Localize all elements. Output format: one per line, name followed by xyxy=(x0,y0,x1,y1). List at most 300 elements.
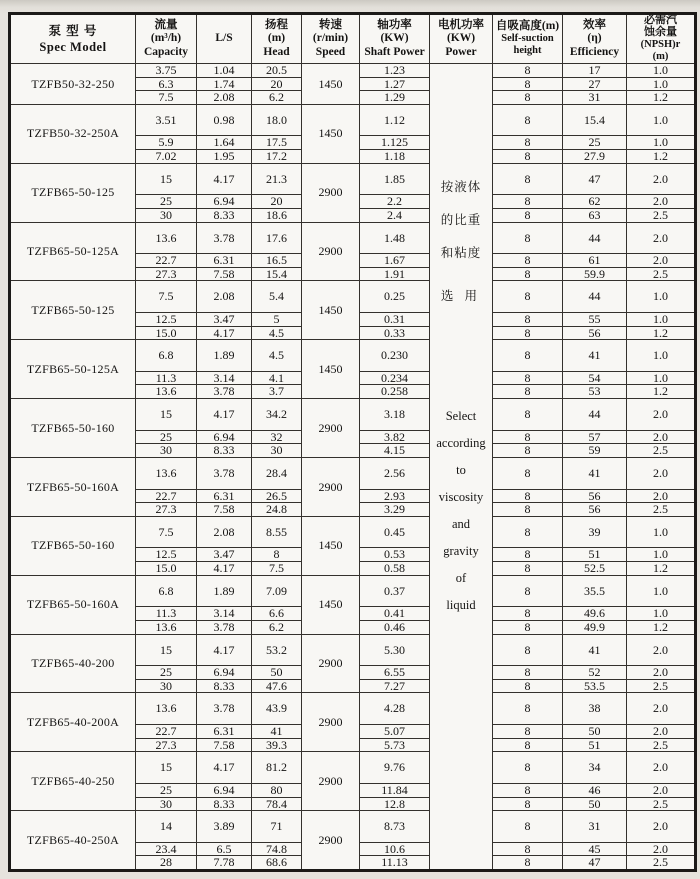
cell-suction-height: 8 xyxy=(493,457,563,489)
cell-shaft-power: 5.07 xyxy=(360,725,430,739)
cell-suction-height: 8 xyxy=(493,503,563,517)
cell-ls: 6.94 xyxy=(197,430,252,444)
cell-head: 5.4 xyxy=(252,281,302,313)
cell-shaft-power: 1.18 xyxy=(360,150,430,164)
header-cell-motor xyxy=(430,14,493,64)
cell-shaft-power: 4.28 xyxy=(360,693,430,725)
cell-model: TZFB65-50-125A xyxy=(10,340,136,399)
cell-suction-height: 8 xyxy=(493,77,563,91)
cell-npsh: 2.0 xyxy=(627,666,696,680)
cell-capacity: 25 xyxy=(136,666,197,680)
cell-ls: 8.33 xyxy=(197,679,252,693)
cell-capacity: 5.9 xyxy=(136,136,197,150)
cell-head: 16.5 xyxy=(252,254,302,268)
cell-ls: 6.94 xyxy=(197,783,252,797)
cell-efficiency: 44 xyxy=(563,222,627,254)
cell-efficiency: 38 xyxy=(563,693,627,725)
header-line: (KW) xyxy=(380,32,409,45)
cell-ls: 2.08 xyxy=(197,91,252,105)
cell-npsh: 2.0 xyxy=(627,399,696,431)
cell-capacity: 13.6 xyxy=(136,222,197,254)
cell-shaft-power: 5.30 xyxy=(360,634,430,666)
cell-capacity: 27.3 xyxy=(136,267,197,281)
cell-head: 21.3 xyxy=(252,163,302,195)
cell-capacity: 7.02 xyxy=(136,150,197,164)
cell-suction-height: 8 xyxy=(493,430,563,444)
cell-head: 8 xyxy=(252,548,302,562)
cell-npsh: 2.0 xyxy=(627,163,696,195)
cell-efficiency: 57 xyxy=(563,430,627,444)
cell-ls: 3.78 xyxy=(197,620,252,634)
cell-model: TZFB65-40-250 xyxy=(10,752,136,811)
cell-ls: 2.08 xyxy=(197,281,252,313)
header-line: 转速 xyxy=(319,18,342,31)
cell-head: 20.5 xyxy=(252,64,302,78)
table-row xyxy=(10,399,696,431)
cell-ls: 3.47 xyxy=(197,313,252,327)
cell-ls: 7.58 xyxy=(197,503,252,517)
cell-efficiency: 41 xyxy=(563,634,627,666)
cell-shaft-power: 0.258 xyxy=(360,385,430,399)
cell-npsh: 1.2 xyxy=(627,326,696,340)
cell-shaft-power: 3.29 xyxy=(360,503,430,517)
cell-shaft-power: 5.73 xyxy=(360,738,430,752)
cell-shaft-power: 0.31 xyxy=(360,313,430,327)
cell-capacity: 22.7 xyxy=(136,725,197,739)
cell-efficiency: 59 xyxy=(563,444,627,458)
cell-model: TZFB65-40-200 xyxy=(10,634,136,693)
cell-suction-height: 8 xyxy=(493,679,563,693)
cell-head: 6.6 xyxy=(252,607,302,621)
cell-head: 43.9 xyxy=(252,693,302,725)
cell-npsh: 2.0 xyxy=(627,457,696,489)
cell-capacity: 22.7 xyxy=(136,489,197,503)
cell-capacity: 30 xyxy=(136,797,197,811)
header-line: Speed xyxy=(315,45,346,58)
header-cell-speed xyxy=(302,14,360,64)
cell-head: 78.4 xyxy=(252,797,302,811)
cell-speed: 1450 xyxy=(302,516,360,575)
cell-model: TZFB50-32-250 xyxy=(10,64,136,105)
cell-suction-height: 8 xyxy=(493,783,563,797)
cell-capacity: 11.3 xyxy=(136,371,197,385)
cell-npsh: 2.0 xyxy=(627,222,696,254)
cell-head: 80 xyxy=(252,783,302,797)
cell-shaft-power: 7.27 xyxy=(360,679,430,693)
table-row xyxy=(10,811,696,843)
cell-capacity: 12.5 xyxy=(136,313,197,327)
cell-head: 47.6 xyxy=(252,679,302,693)
cell-ls: 3.89 xyxy=(197,811,252,843)
header-cell-shaft xyxy=(360,14,430,64)
cell-suction-height: 8 xyxy=(493,340,563,372)
cell-ls: 1.74 xyxy=(197,77,252,91)
cell-capacity: 13.6 xyxy=(136,620,197,634)
motor-note-line: 和粘度 xyxy=(440,246,482,260)
cell-npsh: 2.0 xyxy=(627,693,696,725)
cell-capacity: 30 xyxy=(136,208,197,222)
cell-npsh: 2.0 xyxy=(627,725,696,739)
cell-capacity: 30 xyxy=(136,444,197,458)
header-line: (KW) xyxy=(446,32,476,45)
cell-shaft-power: 0.37 xyxy=(360,575,430,607)
header-line: Capacity xyxy=(143,45,189,58)
cell-ls: 4.17 xyxy=(197,752,252,784)
cell-efficiency: 17 xyxy=(563,64,627,78)
cell-head: 3.7 xyxy=(252,385,302,399)
cell-head: 4.5 xyxy=(252,340,302,372)
cell-npsh: 1.0 xyxy=(627,104,696,136)
cell-npsh: 1.0 xyxy=(627,64,696,78)
header-cell-capacity xyxy=(136,14,197,64)
cell-ls: 6.31 xyxy=(197,254,252,268)
cell-capacity: 3.75 xyxy=(136,64,197,78)
cell-efficiency: 63 xyxy=(563,208,627,222)
cell-head: 74.8 xyxy=(252,842,302,856)
cell-capacity: 25 xyxy=(136,783,197,797)
cell-model: TZFB65-50-125 xyxy=(10,281,136,340)
header-line: Spec Model xyxy=(39,40,107,54)
cell-speed: 1450 xyxy=(302,575,360,634)
cell-npsh: 2.5 xyxy=(627,444,696,458)
table-row xyxy=(10,104,696,136)
cell-shaft-power: 1.48 xyxy=(360,222,430,254)
cell-ls: 1.89 xyxy=(197,340,252,372)
cell-suction-height: 8 xyxy=(493,104,563,136)
cell-ls: 3.78 xyxy=(197,385,252,399)
cell-ls: 0.98 xyxy=(197,104,252,136)
cell-motor-power-note xyxy=(430,64,493,871)
cell-capacity: 28 xyxy=(136,856,197,871)
cell-capacity: 3.51 xyxy=(136,104,197,136)
cell-suction-height: 8 xyxy=(493,548,563,562)
cell-shaft-power: 2.93 xyxy=(360,489,430,503)
motor-note-line: viscosity xyxy=(438,490,484,504)
cell-shaft-power: 0.45 xyxy=(360,516,430,548)
cell-shaft-power: 1.85 xyxy=(360,163,430,195)
cell-speed: 2900 xyxy=(302,634,360,693)
table-row xyxy=(10,222,696,254)
cell-capacity: 11.3 xyxy=(136,607,197,621)
cell-npsh: 2.0 xyxy=(627,842,696,856)
table-row xyxy=(10,752,696,784)
header-line: Self-suction xyxy=(501,32,554,44)
header-line: (NPSH)r xyxy=(640,39,681,50)
cell-capacity: 27.3 xyxy=(136,503,197,517)
header-line: 电机功率 xyxy=(438,18,484,31)
motor-note-line: gravity xyxy=(443,544,479,558)
cell-capacity: 7.5 xyxy=(136,91,197,105)
cell-capacity: 6.8 xyxy=(136,340,197,372)
header-line: height xyxy=(513,45,542,57)
motor-note-cn xyxy=(430,171,492,313)
cell-ls: 8.33 xyxy=(197,444,252,458)
cell-efficiency: 53 xyxy=(563,385,627,399)
cell-efficiency: 41 xyxy=(563,340,627,372)
header-line: Efficiency xyxy=(569,45,620,58)
cell-head: 71 xyxy=(252,811,302,843)
cell-suction-height: 8 xyxy=(493,842,563,856)
cell-npsh: 1.0 xyxy=(627,575,696,607)
cell-capacity: 15.0 xyxy=(136,326,197,340)
cell-shaft-power: 1.23 xyxy=(360,64,430,78)
cell-suction-height: 8 xyxy=(493,516,563,548)
cell-head: 32 xyxy=(252,430,302,444)
cell-head: 18.6 xyxy=(252,208,302,222)
table-row xyxy=(10,163,696,195)
cell-suction-height: 8 xyxy=(493,371,563,385)
cell-speed: 1450 xyxy=(302,64,360,105)
cell-speed: 2900 xyxy=(302,222,360,281)
cell-efficiency: 15.4 xyxy=(563,104,627,136)
cell-ls: 6.94 xyxy=(197,195,252,209)
cell-shaft-power: 0.58 xyxy=(360,562,430,576)
cell-efficiency: 31 xyxy=(563,91,627,105)
cell-head: 17.5 xyxy=(252,136,302,150)
cell-suction-height: 8 xyxy=(493,91,563,105)
cell-suction-height: 8 xyxy=(493,575,563,607)
cell-suction-height: 8 xyxy=(493,385,563,399)
cell-head: 26.5 xyxy=(252,489,302,503)
cell-ls: 7.58 xyxy=(197,738,252,752)
cell-head: 24.8 xyxy=(252,503,302,517)
cell-head: 6.2 xyxy=(252,91,302,105)
pump-spec-table xyxy=(8,12,697,872)
header-line: (m) xyxy=(267,32,286,45)
cell-capacity: 22.7 xyxy=(136,254,197,268)
cell-suction-height: 8 xyxy=(493,620,563,634)
cell-efficiency: 27 xyxy=(563,77,627,91)
cell-npsh: 1.0 xyxy=(627,516,696,548)
cell-suction-height: 8 xyxy=(493,399,563,431)
cell-ls: 7.78 xyxy=(197,856,252,871)
cell-efficiency: 39 xyxy=(563,516,627,548)
cell-suction-height: 8 xyxy=(493,752,563,784)
cell-head: 7.5 xyxy=(252,562,302,576)
cell-head: 53.2 xyxy=(252,634,302,666)
cell-model: TZFB50-32-250A xyxy=(10,104,136,163)
cell-ls: 1.04 xyxy=(197,64,252,78)
cell-ls: 1.89 xyxy=(197,575,252,607)
motor-note-line: 按液体 xyxy=(440,180,482,194)
cell-shaft-power: 1.125 xyxy=(360,136,430,150)
cell-efficiency: 45 xyxy=(563,842,627,856)
cell-ls: 4.17 xyxy=(197,163,252,195)
cell-ls: 3.78 xyxy=(197,693,252,725)
cell-shaft-power: 2.4 xyxy=(360,208,430,222)
cell-shaft-power: 2.2 xyxy=(360,195,430,209)
cell-suction-height: 8 xyxy=(493,666,563,680)
table-row xyxy=(10,634,696,666)
header-line: Power xyxy=(445,45,477,58)
header-cell-suction xyxy=(493,14,563,64)
cell-npsh: 1.2 xyxy=(627,91,696,105)
cell-npsh: 2.5 xyxy=(627,738,696,752)
cell-ls: 8.33 xyxy=(197,797,252,811)
cell-suction-height: 8 xyxy=(493,267,563,281)
cell-speed: 2900 xyxy=(302,163,360,222)
motor-note-line: 的比重 xyxy=(440,213,482,227)
cell-npsh: 1.0 xyxy=(627,607,696,621)
header-row xyxy=(10,14,696,64)
cell-capacity: 7.5 xyxy=(136,281,197,313)
cell-speed: 2900 xyxy=(302,693,360,752)
cell-suction-height: 8 xyxy=(493,738,563,752)
cell-model: TZFB65-50-125A xyxy=(10,222,136,281)
cell-shaft-power: 1.29 xyxy=(360,91,430,105)
cell-capacity: 6.3 xyxy=(136,77,197,91)
cell-model: TZFB65-50-125 xyxy=(10,163,136,222)
cell-head: 7.09 xyxy=(252,575,302,607)
cell-shaft-power: 11.13 xyxy=(360,856,430,871)
header-line: Shaft Power xyxy=(364,45,425,58)
header-cell-ls xyxy=(197,14,252,64)
cell-efficiency: 27.9 xyxy=(563,150,627,164)
cell-npsh: 2.0 xyxy=(627,752,696,784)
cell-suction-height: 8 xyxy=(493,163,563,195)
cell-efficiency: 34 xyxy=(563,752,627,784)
cell-speed: 2900 xyxy=(302,457,360,516)
cell-ls: 1.95 xyxy=(197,150,252,164)
cell-suction-height: 8 xyxy=(493,607,563,621)
header-line: 流量 xyxy=(154,18,178,31)
cell-suction-height: 8 xyxy=(493,208,563,222)
cell-efficiency: 53.5 xyxy=(563,679,627,693)
table-row xyxy=(10,457,696,489)
header-line: 蚀余量 xyxy=(644,26,677,39)
cell-npsh: 2.5 xyxy=(627,797,696,811)
cell-shaft-power: 6.55 xyxy=(360,666,430,680)
cell-suction-height: 8 xyxy=(493,150,563,164)
cell-efficiency: 52.5 xyxy=(563,562,627,576)
motor-note-line: and xyxy=(451,517,471,531)
cell-capacity: 15 xyxy=(136,399,197,431)
cell-efficiency: 62 xyxy=(563,195,627,209)
header-cell-npsh xyxy=(627,14,696,64)
motor-note-line: Select xyxy=(445,409,477,423)
cell-head: 4.1 xyxy=(252,371,302,385)
cell-suction-height: 8 xyxy=(493,444,563,458)
cell-model: TZFB65-40-200A xyxy=(10,693,136,752)
cell-head: 39.3 xyxy=(252,738,302,752)
header-line: (m) xyxy=(652,50,669,62)
cell-ls: 6.5 xyxy=(197,842,252,856)
header-cell-model xyxy=(10,14,136,64)
cell-shaft-power: 4.15 xyxy=(360,444,430,458)
cell-npsh: 1.2 xyxy=(627,620,696,634)
cell-efficiency: 49.9 xyxy=(563,620,627,634)
cell-suction-height: 8 xyxy=(493,326,563,340)
table-header xyxy=(10,14,696,64)
cell-model: TZFB65-50-160A xyxy=(10,457,136,516)
cell-shaft-power: 11.84 xyxy=(360,783,430,797)
motor-note-line: 选 用 xyxy=(440,289,482,303)
cell-capacity: 7.5 xyxy=(136,516,197,548)
cell-head: 6.2 xyxy=(252,620,302,634)
cell-head: 68.6 xyxy=(252,856,302,871)
cell-npsh: 1.0 xyxy=(627,136,696,150)
cell-suction-height: 8 xyxy=(493,254,563,268)
cell-npsh: 2.0 xyxy=(627,430,696,444)
cell-efficiency: 47 xyxy=(563,856,627,871)
cell-speed: 1450 xyxy=(302,104,360,163)
cell-shaft-power: 9.76 xyxy=(360,752,430,784)
cell-efficiency: 56 xyxy=(563,503,627,517)
cell-shaft-power: 1.91 xyxy=(360,267,430,281)
header-line: 轴功率 xyxy=(377,18,412,31)
cell-suction-height: 8 xyxy=(493,811,563,843)
cell-ls: 2.08 xyxy=(197,516,252,548)
cell-efficiency: 50 xyxy=(563,725,627,739)
cell-npsh: 1.0 xyxy=(627,77,696,91)
cell-shaft-power: 0.230 xyxy=(360,340,430,372)
cell-shaft-power: 0.53 xyxy=(360,548,430,562)
cell-speed: 1450 xyxy=(302,281,360,340)
cell-speed: 2900 xyxy=(302,752,360,811)
cell-npsh: 1.0 xyxy=(627,371,696,385)
cell-head: 81.2 xyxy=(252,752,302,784)
cell-efficiency: 46 xyxy=(563,783,627,797)
cell-npsh: 1.2 xyxy=(627,562,696,576)
cell-npsh: 1.2 xyxy=(627,150,696,164)
cell-ls: 3.14 xyxy=(197,607,252,621)
cell-efficiency: 55 xyxy=(563,313,627,327)
cell-head: 4.5 xyxy=(252,326,302,340)
cell-model: TZFB65-50-160 xyxy=(10,399,136,458)
cell-shaft-power: 12.8 xyxy=(360,797,430,811)
cell-suction-height: 8 xyxy=(493,222,563,254)
cell-npsh: 2.5 xyxy=(627,208,696,222)
cell-capacity: 15 xyxy=(136,634,197,666)
cell-ls: 3.78 xyxy=(197,222,252,254)
cell-npsh: 2.5 xyxy=(627,503,696,517)
table-body xyxy=(10,64,696,871)
cell-npsh: 2.0 xyxy=(627,783,696,797)
cell-ls: 1.64 xyxy=(197,136,252,150)
cell-capacity: 6.8 xyxy=(136,575,197,607)
header-line: Head xyxy=(263,45,290,58)
cell-head: 20 xyxy=(252,195,302,209)
cell-npsh: 1.0 xyxy=(627,313,696,327)
cell-efficiency: 35.5 xyxy=(563,575,627,607)
cell-capacity: 12.5 xyxy=(136,548,197,562)
cell-capacity: 23.4 xyxy=(136,842,197,856)
cell-head: 30 xyxy=(252,444,302,458)
cell-efficiency: 25 xyxy=(563,136,627,150)
cell-efficiency: 31 xyxy=(563,811,627,843)
motor-note-en xyxy=(430,403,492,619)
cell-efficiency: 44 xyxy=(563,399,627,431)
table-row xyxy=(10,64,696,78)
header-line: 效率 xyxy=(583,18,606,31)
cell-efficiency: 49.6 xyxy=(563,607,627,621)
cell-capacity: 15 xyxy=(136,163,197,195)
cell-shaft-power: 0.46 xyxy=(360,620,430,634)
cell-head: 18.0 xyxy=(252,104,302,136)
motor-note-wrap xyxy=(430,64,492,869)
cell-capacity: 30 xyxy=(136,679,197,693)
cell-head: 17.6 xyxy=(252,222,302,254)
cell-efficiency: 56 xyxy=(563,489,627,503)
header-line: (r/min) xyxy=(312,32,349,45)
cell-ls: 8.33 xyxy=(197,208,252,222)
cell-efficiency: 47 xyxy=(563,163,627,195)
header-line: (m³/h) xyxy=(150,32,182,45)
table-row xyxy=(10,281,696,313)
cell-efficiency: 51 xyxy=(563,738,627,752)
cell-ls: 6.94 xyxy=(197,666,252,680)
cell-capacity: 15 xyxy=(136,752,197,784)
